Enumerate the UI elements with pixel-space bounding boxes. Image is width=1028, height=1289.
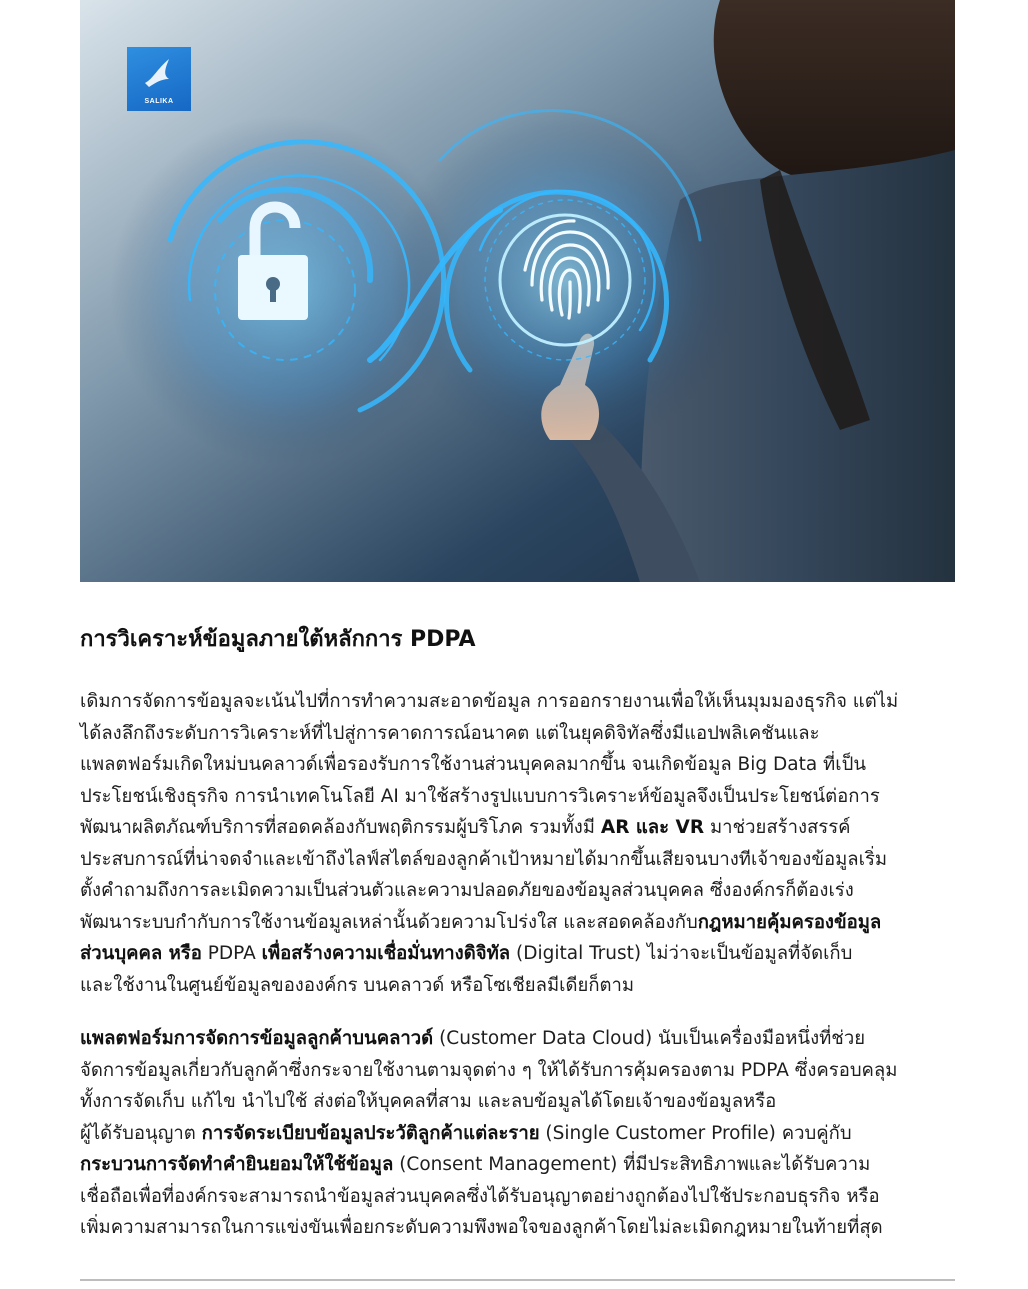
text-run: ประโยชน์เชิงธุรกิจ การนำเทคโนโลยี AI มาใช้สร้างรูปแบบการวิเคราะห์ข้อมูลจึงเป็นประโยชน์ต่อการ — [80, 785, 880, 807]
text-run: (Single Customer Profile) ควบคู่กับ — [539, 1122, 852, 1144]
text-run: จัดการข้อมูลเกี่ยวกับลูกค้าซึ่งกระจายใช้งานตามจุดต่าง ๆ ให้ได้รับการคุ้มครองตาม PDPA ซึ่งครอบคลุม — [80, 1059, 898, 1081]
bold-text: แพลตฟอร์มการจัดการข้อมูลลูกค้าบนคลาวด์ — [80, 1028, 434, 1049]
bold-text: AR และ VR — [600, 817, 705, 838]
logo-text: SALIKA — [144, 98, 174, 105]
text-run: (Consent Management) ที่มีประสิทธิภาพและได้รับความ — [393, 1154, 871, 1175]
text-line — [80, 844, 960, 876]
text-line — [80, 1181, 960, 1213]
cyber-security-illustration — [80, 0, 955, 582]
text-line — [80, 1055, 960, 1087]
text-line — [80, 875, 960, 907]
text-line — [80, 749, 960, 781]
bold-text: กระบวนการจัดทำคำยินยอมให้ใช้ข้อมูล — [80, 1154, 394, 1175]
bold-text: เพื่อสร้างความเชื่อมั่นทางดิจิทัล — [261, 943, 511, 964]
text-run: พัฒนาระบบกำกับการใช้งานข้อมูลเหล่านั้นด้วยความโปร่งใส และสอดคล้องกับ — [80, 911, 698, 933]
paragraph — [80, 1023, 960, 1244]
article-title: การวิเคราะห์ข้อมูลภายใต้หลักการ PDPA — [80, 627, 476, 652]
salika-logo — [127, 47, 191, 111]
text-line — [80, 938, 960, 970]
text-line — [80, 781, 960, 813]
text-run: แพลตฟอร์มเกิดใหม่บนคลาวด์เพื่อรองรับการใช้งานส่วนบุคคลมากขึ้น จนเกิดข้อมูล Big Data ที่เป็น — [80, 754, 866, 775]
bold-text: การจัดระเบียบข้อมูลประวัติลูกค้าแต่ละราย — [201, 1122, 540, 1144]
text-run: ประสบการณ์ที่น่าจดจำและเข้าถึงไลฟ์สไตล์ของลูกค้าเป้าหมายได้มากขึ้นเสียจนบางทีเจ้าของข้อมูลเริ่ม — [80, 848, 888, 870]
text-line — [80, 686, 960, 718]
text-line — [80, 970, 960, 1002]
text-line — [80, 907, 960, 939]
text-line — [80, 812, 960, 844]
text-run: และใช้งานในศูนย์ข้อมูลขององค์กร บนคลาวด์ หรือโซเชียลมีเดียก็ตาม — [80, 974, 635, 996]
text-run: ทั้งการจัดเก็บ แก้ไข นำไปใช้ ส่งต่อให้บุคคลที่สาม และลบข้อมูลได้โดยเจ้าของข้อมูลหรือ — [80, 1091, 777, 1112]
bird-icon — [139, 53, 179, 93]
article-body — [80, 686, 960, 1244]
text-line — [80, 1023, 960, 1055]
text-run: ตั้งคำถามถึงการละเมิดความเป็นส่วนตัวและความปลอดภัยของข้อมูลส่วนบุคคล ซึ่งองค์กรก็ต้องเร่ง — [80, 880, 854, 901]
text-line — [80, 1149, 960, 1181]
text-line — [80, 1086, 960, 1118]
text-run: เดิมการจัดการข้อมูลจะเน้นไปที่การทำความสะอาดข้อมูล การออกรายงานเพื่อให้เห็นมุมมองธุรกิจ แต่ไม่ — [80, 691, 899, 712]
text-run: เพิ่มความสามารถในการแข่งขันเพื่อยกระดับความพึงพอใจของลูกค้าโดยไม่ละเมิดกฎหมายในท้ายที่สุด — [80, 1217, 883, 1238]
text-run: ได้ลงลึกถึงระดับการวิเคราะห์ที่ไปสู่การคาดการณ์อนาคต แต่ในยุคดิจิทัลซึ่งมีแอปพลิเคชันและ — [80, 722, 820, 744]
bold-text: ส่วนบุคคล หรือ — [80, 943, 202, 964]
text-line — [80, 1212, 960, 1244]
bottom-divider — [80, 1279, 955, 1281]
text-run: (Digital Trust) ไม่ว่าจะเป็นข้อมูลที่จัดเก็บ — [510, 943, 853, 964]
text-run: PDPA — [201, 943, 262, 964]
text-run: (Customer Data Cloud) นับเป็นเครื่องมือหนึ่งที่ช่วย — [433, 1028, 866, 1049]
text-run: มาช่วยสร้างสรรค์ — [704, 817, 851, 838]
hero-image — [80, 0, 955, 582]
text-line — [80, 718, 960, 750]
article — [80, 618, 960, 1244]
paragraph — [80, 686, 960, 1001]
text-run: พัฒนาผลิตภัณฑ์บริการที่สอดคล้องกับพฤติกรรมผู้บริโภค รวมทั้งมี — [80, 817, 601, 838]
text-run: เชื่อถือเพื่อที่องค์กรจะสามารถนำข้อมูลส่วนบุคคลซึ่งได้รับอนุญาตอย่างถูกต้องไปใช้ประกอบธุรกิจ หรือ — [80, 1185, 880, 1207]
text-run: ผู้ได้รับอนุญาต — [80, 1122, 202, 1144]
bold-text: กฎหมายคุ้มครองข้อมูล — [697, 911, 882, 933]
text-line — [80, 1118, 960, 1150]
